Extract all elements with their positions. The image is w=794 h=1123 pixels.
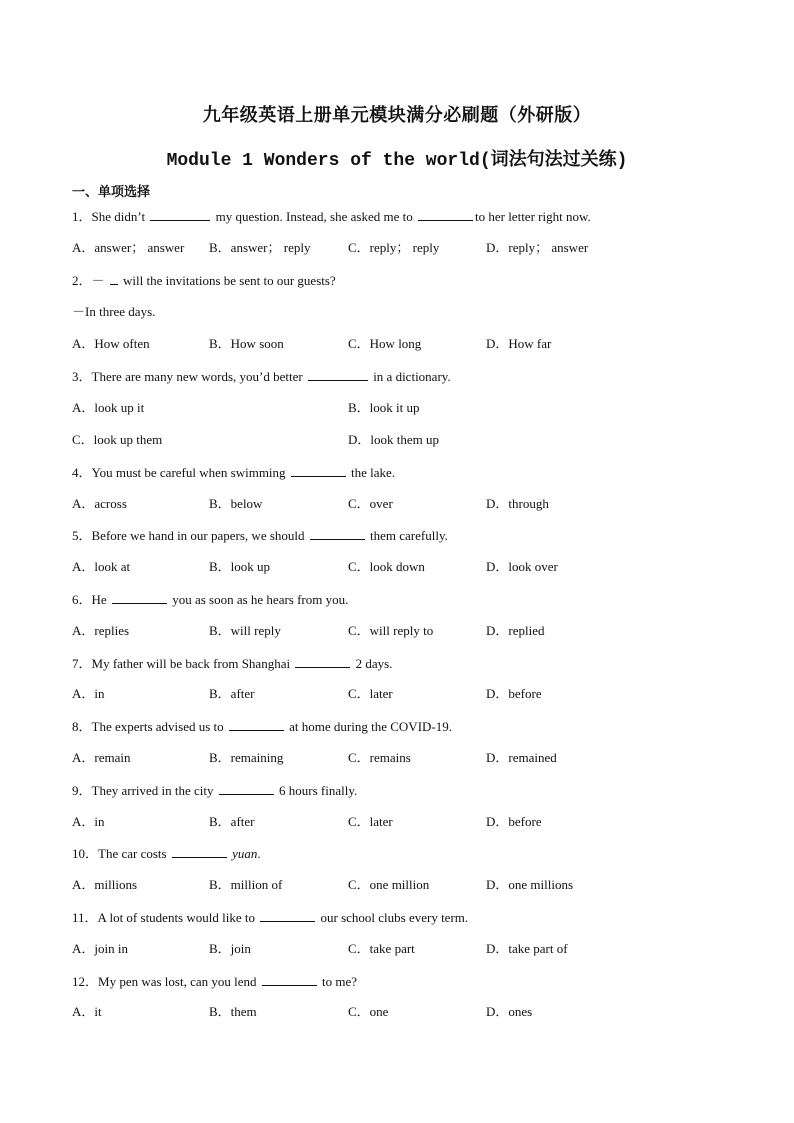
option-b: B．join — [209, 941, 251, 956]
question-3: 3．There are many new words, you’d better in a dictionary. — [72, 366, 451, 386]
option-d: D．before — [486, 686, 542, 701]
question-10: 10．The car costs yuan. — [72, 843, 261, 863]
answer-blank — [112, 589, 167, 604]
option-c: C．later — [348, 686, 393, 701]
option-b: B．after — [209, 686, 255, 701]
option-d: D．one millions — [486, 877, 574, 892]
option-c: C．over — [348, 496, 393, 511]
option-c: C．reply； reply — [348, 240, 440, 255]
option-c: C．will reply to — [348, 623, 434, 638]
option-d: D．look over — [486, 559, 558, 574]
option-c: C．look down — [348, 559, 425, 574]
option-b: B．after — [209, 814, 255, 829]
option-b: B．will reply — [209, 623, 281, 638]
option-a: A．look at — [72, 559, 131, 574]
option-b: B．remaining — [209, 750, 284, 765]
option-b: B．look up — [209, 559, 271, 574]
answer-blank — [262, 971, 317, 986]
document-title: 九年级英语上册单元模块满分必刷题（外研版） — [202, 105, 592, 126]
option-b: B．answer； reply — [209, 240, 311, 255]
question-4: 4．You must be careful when swimming the lake. — [72, 462, 395, 482]
option-d: D．take part of — [486, 941, 568, 956]
answer-blank — [418, 206, 473, 221]
option-b: B．them — [209, 1004, 257, 1019]
option-d: D．ones — [486, 1004, 533, 1019]
option-a: A．remain — [72, 750, 131, 765]
option-c: C．one million — [348, 877, 430, 892]
option-a: A．it — [72, 1004, 102, 1019]
answer-blank — [260, 907, 315, 922]
question-12: 12．My pen was lost, can you lend to me? — [72, 971, 357, 991]
question-1: 1．She didn’t my question. Instead, she asked me to to her letter right now. — [72, 206, 591, 226]
answer-blank — [150, 206, 210, 221]
answer-blank — [219, 780, 274, 795]
answer-blank — [172, 843, 227, 858]
answer-blank — [295, 653, 350, 668]
question-5: 5．Before we hand in our papers, we should them carefully. — [72, 525, 448, 545]
answer-blank — [308, 366, 368, 381]
document-subtitle: Module 1 Wonders of the world(词法句法过关练) — [166, 151, 628, 171]
question-6: 6．He you as soon as he hears from you. — [72, 589, 348, 609]
option-c: C．look up them — [72, 432, 163, 447]
option-c: C．one — [348, 1004, 389, 1019]
option-a: A．across — [72, 496, 127, 511]
option-a: A．join in — [72, 941, 128, 956]
option-c: C．remains — [348, 750, 411, 765]
question-8: 8．The experts advised us to at home during the COVID-19. — [72, 716, 452, 736]
option-d: D．before — [486, 814, 542, 829]
answer-blank — [110, 270, 118, 285]
option-a: A．look up it — [72, 400, 145, 415]
option-d: D．reply； answer — [486, 240, 589, 255]
option-d: D．look them up — [348, 432, 439, 447]
option-d: D．remained — [486, 750, 557, 765]
option-a: A．in — [72, 814, 105, 829]
section-heading: 一、单项选择 — [72, 185, 151, 200]
answer-blank — [291, 462, 346, 477]
question-7: 7．My father will be back from Shanghai 2 days. — [72, 653, 392, 673]
option-b: B．How soon — [209, 336, 284, 351]
option-b: B．million of — [209, 877, 283, 892]
option-a: A．How often — [72, 336, 150, 351]
option-d: D．replied — [486, 623, 545, 638]
question-2-reply: －In three days. — [72, 304, 156, 319]
answer-blank — [310, 525, 365, 540]
option-a: A．replies — [72, 623, 130, 638]
option-b: B．below — [209, 496, 263, 511]
answer-blank — [229, 716, 284, 731]
option-a: A．answer； answer — [72, 240, 185, 255]
option-b: B．look it up — [348, 400, 420, 415]
question-2: 2．－ will the invitations be sent to our guests? — [72, 270, 336, 290]
option-d: D．How far — [486, 336, 552, 351]
option-c: C．How long — [348, 336, 422, 351]
option-c: C．later — [348, 814, 393, 829]
option-a: A．millions — [72, 877, 138, 892]
question-9: 9．They arrived in the city 6 hours finally. — [72, 780, 357, 800]
option-d: D．through — [486, 496, 549, 511]
option-c: C．take part — [348, 941, 415, 956]
question-11: 11．A lot of students would like to our school clubs every term. — [72, 907, 468, 927]
option-a: A．in — [72, 686, 105, 701]
